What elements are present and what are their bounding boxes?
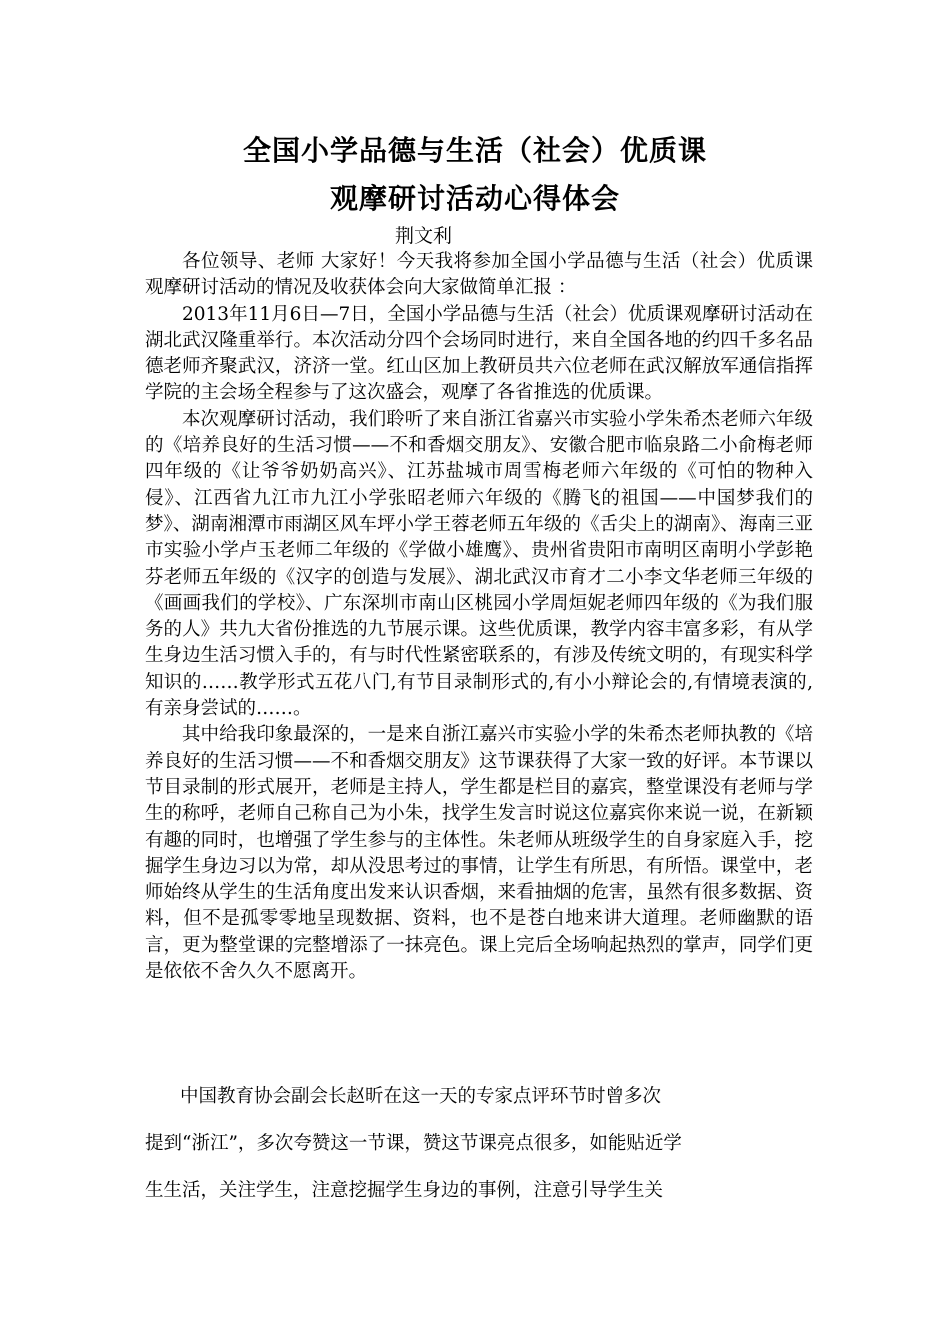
tail-line-1: 中国教育协会副会长赵昕在这一天的专家点评环节时曾多次 bbox=[180, 1086, 662, 1107]
paragraph-event-overview: 2013年11月6日—7日，全国小学品德与生活（社会）优质课观摩研讨活动在湖北武汉隆重举行。本次活动分四个会场同时进行，来自全国各地的约四千多名品德老师齐聚武汉，济济一堂。红山区加上教研员共六位老师在武汉解放军通信指挥学院的主会场全程参与了这次盛会，观摩了各省推选的优质课。 bbox=[145, 303, 813, 404]
paragraph-lessons-list: 本次观摩研讨活动，我们聆听了来自浙江省嘉兴市实验小学朱希杰老师六年级的《培养良好的生活习惯——不和香烟交朋友》、安徽合肥市临泉路二小俞梅老师四年级的《让爷爷奶奶高兴》、江苏盐城市周雪梅老师六年级的《可怕的物种入侵》、江西省九江市九江小学张昭老师六年级的《腾飞的祖国——中国梦我们的梦》、湖南湘潭市雨湖区风车坪小学王蓉老师五年级的《舌尖上的湖南》、海南三亚市实验小学卢玉老师二年级的《学做小雄鹰》、贵州省贵阳市南明区南明小学彭艳芬老师五年级的《汉字的创造与发展》、湖北武汉市育才二小李文华老师三年级的《画画我们的学校》、广东深圳市南山区桃园小学周烜妮老师四年级的《为我们服务的人》共九大省份推选的九节展示课。这些优质课，教学内容丰富多彩，有从学生身边生活习惯入手的，有与时代性紧密联系的，有涉及传统文明的，有现实科学知识的……教学形式五花八门,有节目录制形式的,有小小辩论会的,有情境表演的,有亲身尝试的……。 bbox=[145, 408, 813, 720]
author-name: 荆文利 bbox=[395, 225, 453, 247]
paragraph-greeting: 各位领导、老师 大家好！今天我将参加全国小学品德与生活（社会）优质课观摩研讨活动的情况及收获体会向大家做简单汇报 ： bbox=[145, 251, 813, 299]
tail-line-2: 提到“浙江”，多次夸赞这一节课，赞这节课亮点很多，如能贴近学 bbox=[145, 1133, 682, 1154]
document-title-line-1: 全国小学品德与生活（社会）优质课 bbox=[242, 134, 707, 167]
tail-line-3: 生生活，关注学生，注意挖掘学生身边的事例，注意引导学生关 bbox=[145, 1180, 664, 1201]
paragraph-impression: 其中给我印象最深的，一是来自浙江嘉兴市实验小学的朱希杰老师执教的《培养良好的生活习惯——不和香烟交朋友》这节课获得了大家一致的好评。本节课以节目录制的形式展开，老师是主持人，学生都是栏目的嘉宾，整堂课没有老师与学生的称呼，老师自己称自己为小朱，找学生发言时说这位嘉宾你来说一说，在新颖有趣的同时，也增强了学生参与的主体性。朱老师从班级学生的自身家庭入手，挖掘学生身边习以为常，却从没思考过的事情，让学生有所思，有所悟。课堂中，老师始终从学生的生活角度出发来认识香烟，来看抽烟的危害，虽然有很多数据、资料，但不是孤零零地呈现数据、资料，也不是苍白地来讲大道理。老师幽默的语言，更为整堂课的完整增添了一抹亮色。课上完后全场响起热烈的掌声，同学们更是依依不舍久久不愿离开。 bbox=[145, 724, 813, 983]
document-title-line-2: 观摩研讨活动心得体会 bbox=[329, 182, 620, 215]
document-body bbox=[145, 249, 813, 985]
